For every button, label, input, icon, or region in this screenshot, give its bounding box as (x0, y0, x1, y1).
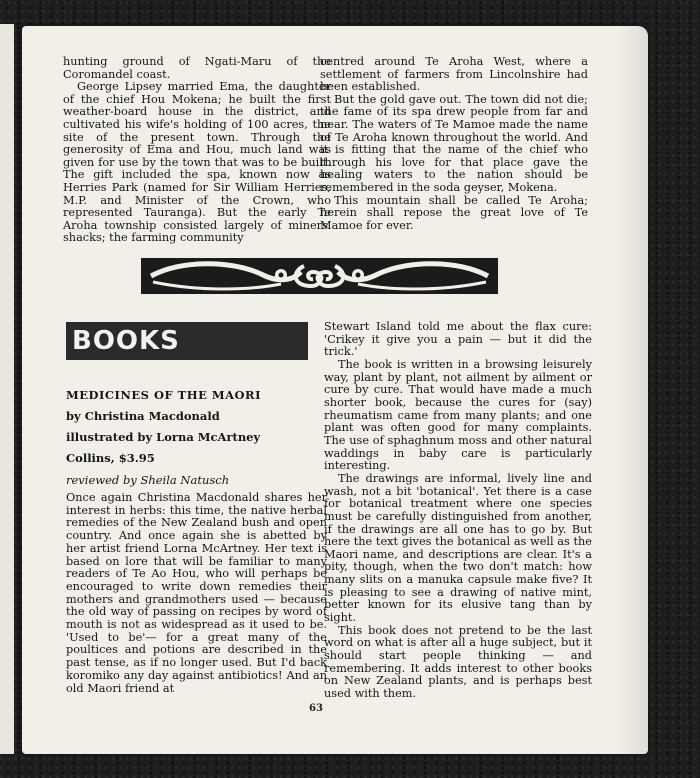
book-illustrator: illustrated by Lorna McArtney (66, 430, 261, 444)
book-author: by Christina Macdonald (66, 409, 220, 423)
paragraph: This book does not pretend to be the last word on what is after all a huge subject, but it should start people thinking — and remembering. It adds interest to other books on New Zealand plants, and is perhaps best used with them. (324, 623, 592, 701)
paragraph: centred around Te Aroha West, where a settlement of farmers from Lincolnshire had been established. (320, 55, 588, 94)
review-right-column (324, 321, 592, 701)
book-title: MEDICINES OF THE MAORI (66, 388, 261, 402)
review-left-column (66, 492, 327, 695)
paragraph: hunting ground of Ngati-Maru of the Coromandel coast. (63, 55, 331, 81)
kowhaiwhai-ornament-icon (141, 258, 498, 294)
top-article-left-column (63, 56, 331, 245)
reviewer-credit: reviewed by Sheila Natusch (66, 473, 230, 487)
previous-page-edge (0, 24, 14, 754)
paragraph: Once again Christina Macdonald shares her interest in herbs: this time, the native herbal remedies of the New Zealand bush and open country. And once again she is abetted by her artist friend Lorna McArtney. Her text is based on lore that will be familiar to many readers of Te Ao Hou, who will perhaps be encouraged to write down remedies their mothers and grandmothers used — because the old way of passing on recipes by word of mouth is not as widespread as it used to be. 'Used to be'— for a great many of the poultices and potions are described in the past tense, as if no longer used. But I'd back koromiko any day against antibiotics! And an old Maori friend at (66, 491, 327, 695)
paragraph: But the gold gave out. The town did not die; the fame of its spa drew people from far and near. The waters of Te Mamoe made the name of Te Aroha known throughout the world. And it is fitting that the name of the chief who through his love for that place gave the healing waters to the nation should be remembered in the soda geyser, Mokena. (320, 92, 588, 194)
book-publisher-price: Collins, $3.95 (66, 451, 155, 465)
magazine-page (22, 26, 648, 754)
top-article-right-column (320, 56, 588, 232)
paragraph: The drawings are informal, lively line and wash, not a bit 'botanical'. Yet there is a case for botanical treatment where one species must be carefully distinguished from another, if the drawings are all one has to go by. But here the text gives the botanical as well as the Maori name, and descriptions are clear. It's a pity, though, when the two don't match: how many slits on a manuka capsule make five? It is pleasing to see a drawing of native mint, better known for its elusive tang than by sight. (324, 471, 592, 625)
paragraph: Stewart Island told me about the flax cure: 'Crikey it give you a pain — but it did the trick.' (324, 320, 592, 359)
page-number: 63 (309, 703, 323, 714)
paragraph: George Lipsey married Ema, the daughter of the chief Hou Mokena; he built the first weather-board house in the district, and cultivated his wife's holding of 100 acres, the site of the present town. Through the generosity of Ema and Hou, much land was given for use by the town that was to be built. The gift included the spa, known now as Herries Park (named for Sir William Herries, M.P. and Minister of the Crown, who represented Tauranga). But the early Te Aroha township consisted largely of miners' shacks; the farming community (63, 80, 331, 245)
paragraph: This mountain shall be called Te Aroha; herein shall repose the great love of Te Mamoe for ever. (320, 193, 588, 232)
paragraph: The book is written in a browsing leisurely way, plant by plant, not ailment by ailment or cure by cure. That would have made a much shorter book, because the cures for (say) rheumatism came from many plants; and one plant was often good for many complaints. The use of sphaghnum moss and other natural waddings in baby care is particularly interesting. (324, 357, 592, 473)
books-section-heading: BOOKS (66, 322, 308, 360)
